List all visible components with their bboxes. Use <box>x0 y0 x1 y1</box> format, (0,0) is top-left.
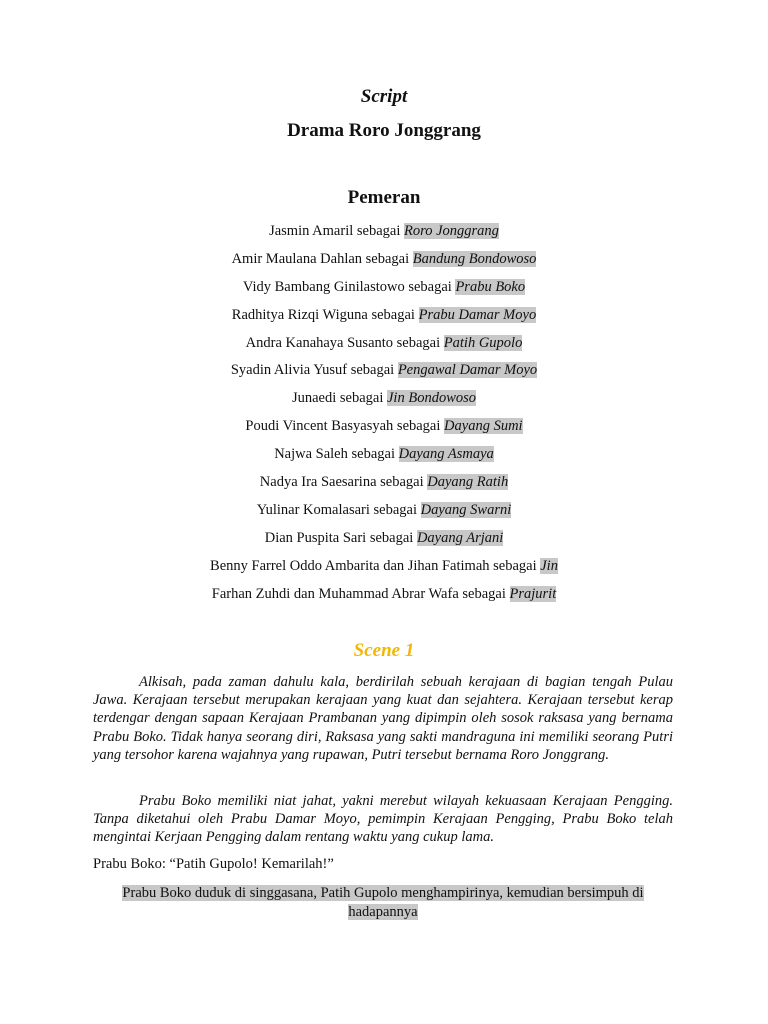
cast-role: Dayang Asmaya <box>398 446 494 463</box>
scene-heading: Scene 1 <box>353 640 415 661</box>
cast-role: Bandung Bondowoso <box>412 250 537 267</box>
cast-actor: Nadya Ira Saesarina sebagai <box>259 474 428 491</box>
script-title: Script <box>360 86 408 107</box>
cast-item <box>0 471 768 499</box>
cast-item <box>0 415 768 443</box>
narration-text-2: Prabu Boko memiliki niat jahat, yakni merebut wilayah kekuasaan Kerajaan Pengging. Tanpa diketahui oleh Prabu Damar Moyo, pemimpin Kerajaan Pengging, Prabu Boko telah mengintai Kerjaan Pengging dalam rentang waktu yang cukup lama. <box>93 793 673 846</box>
cast-role: Pengawal Damar Moyo <box>397 362 538 379</box>
drama-title: Drama Roro Jonggrang <box>287 120 481 141</box>
cast-actor: Junaedi sebagai <box>291 390 387 407</box>
cast-actor: Radhitya Rizqi Wiguna sebagai <box>231 306 419 323</box>
cast-actor: Andra Kanahaya Susanto sebagai <box>245 334 444 351</box>
cast-actor: Yulinar Komalasari sebagai <box>256 501 421 518</box>
cast-actor: Benny Farrel Oddo Ambarita dan Jihan Fatimah sebagai <box>210 557 541 574</box>
cast-role: Roro Jonggrang <box>403 223 499 239</box>
cast-item <box>0 220 768 248</box>
cast-item <box>0 276 768 304</box>
narration-text-1: Alkisah, pada zaman dahulu kala, berdirilah sebuah kerajaan di bagian tengah Pulau Jawa. Kerajaan tersebut merupakan kerajaan yang kuat dan sejahtera. Kerajaan tersebut kerap terdengar dengan sapaan Kerajaan Prambanan yang dipimpin oleh sosok raksasa yang bernama Prabu Boko. Tidak hanya seorang diri, Raksasa yang sakti mandraguna ini memiliki seorang Putri yang tersohor karena wajahnya yang rupawan, Putri tersebut bernama Roro Jonggrang. <box>93 674 673 763</box>
cast-role: Dayang Arjani <box>416 529 504 546</box>
cast-item <box>0 248 768 276</box>
cast-role: Prajurit <box>509 585 557 602</box>
cast-item <box>0 499 768 527</box>
cast-actor: Dian Puspita Sari sebagai <box>264 529 417 546</box>
cast-item <box>0 304 768 332</box>
cast-role: Prabu Damar Moyo <box>418 306 537 323</box>
cast-item <box>0 583 768 611</box>
cast-item <box>0 443 768 471</box>
cast-actor: Poudi Vincent Basyasyah sebagai <box>245 418 445 435</box>
cast-item <box>0 332 768 360</box>
cast-role: Dayang Ratih <box>427 474 509 491</box>
narration-paragraph-1 <box>93 673 673 764</box>
cast-item <box>0 555 768 583</box>
cast-item <box>0 527 768 555</box>
cast-actor: Vidy Bambang Ginilastowo sebagai <box>242 278 456 295</box>
narration-paragraph-2 <box>93 792 673 847</box>
stage-direction <box>93 884 673 922</box>
cast-actor: Syadin Alivia Yusuf sebagai <box>230 362 398 379</box>
dialog-line: Prabu Boko: “Patih Gupolo! Kemarilah!” <box>93 856 334 872</box>
cast-item <box>0 387 768 415</box>
cast-actor: Jasmin Amaril sebagai <box>269 223 404 239</box>
cast-role: Jin <box>540 557 558 574</box>
cast-role: Jin Bondowoso <box>387 390 477 407</box>
cast-actor: Farhan Zuhdi dan Muhammad Abrar Wafa sebagai <box>211 585 510 602</box>
cast-item <box>0 359 768 387</box>
cast-role: Dayang Swarni <box>420 501 512 518</box>
cast-role: Dayang Sumi <box>444 418 523 435</box>
stage-direction-text: Prabu Boko duduk di singgasana, Patih Gupolo menghampirinya, kemudian bersimpuh di hadapannya <box>122 885 644 920</box>
cast-role: Patih Gupolo <box>443 334 523 351</box>
cast-list <box>0 220 768 610</box>
cast-role: Prabu Boko <box>455 278 526 295</box>
cast-heading: Pemeran <box>347 187 421 208</box>
cast-actor: Amir Maulana Dahlan sebagai <box>231 250 413 267</box>
cast-actor: Najwa Saleh sebagai <box>274 446 399 463</box>
